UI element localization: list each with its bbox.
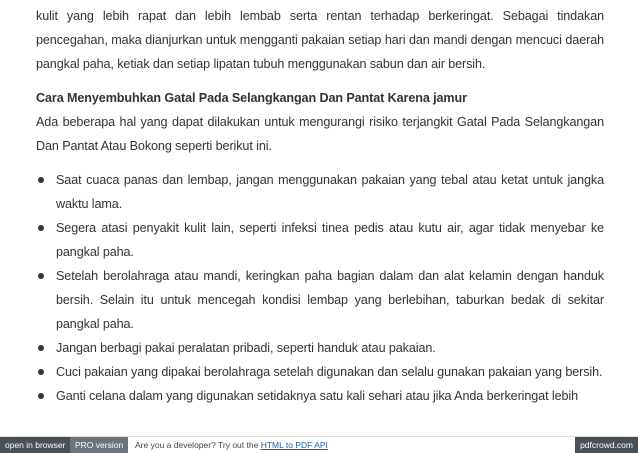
paragraph-intro: kulit yang lebih rapat dan lebih lembab serta rentan terhadap berkeringat. Sebagai tindakan pencegahan, maka dianjurkan untuk mengganti pakaian setiap hari dan mandi dengan mencuci daerah pangkal paha, ketiak dan setiap lipatan tubuh menggunakan sabun dan air bersih. (36, 9, 604, 71)
developer-promo-text: Are you a developer? Try out the (135, 440, 261, 450)
list-item (36, 264, 604, 336)
pdfcrowd-footer (0, 436, 638, 453)
pdfcrowd-brand-link[interactable]: pdfcrowd.com (575, 437, 638, 453)
list-item (36, 360, 604, 384)
list-item-text: Cuci pakaian yang dipakai berolahraga setelah digunakan dan selalu gunakan pakaian yang bersih. (56, 365, 603, 379)
list-item-text: Setelah berolahraga atau mandi, keringkan paha bagian dalam dan alat kelamin dengan handuk bersih. Selain itu untuk mencegah kondisi lembap yang berlebihan, taburkan bedak di sekitar pangkal paha. (56, 269, 604, 331)
developer-promo (135, 437, 328, 453)
pro-version-button[interactable]: PRO version (70, 437, 128, 453)
bullet-icon (38, 177, 44, 183)
bullet-icon (38, 225, 44, 231)
list-item-text: Saat cuaca panas dan lembap, jangan menggunakan pakaian yang tebal atau ketat untuk jangka waktu lama. (56, 173, 604, 211)
html-to-pdf-api-link[interactable]: HTML to PDF API (260, 440, 328, 450)
list-item (36, 336, 604, 360)
list-item (36, 168, 604, 216)
prevention-list (36, 168, 604, 408)
section-heading: Cara Menyembuhkan Gatal Pada Selangkangan Dan Pantat Karena jamur (36, 91, 467, 105)
paragraph-lead: Ada beberapa hal yang dapat dilakukan untuk mengurangi risiko terjangkit Gatal Pada Selangkangan Dan Pantat Atau Bokong seperti berikut ini. (36, 115, 604, 153)
list-item-text: Ganti celana dalam yang digunakan setidaknya satu kali sehari atau jika Anda berkeringat lebih (56, 389, 578, 403)
list-item-text: Segera atasi penyakit kulit lain, seperti infeksi tinea pedis atau kutu air, agar tidak menyebar ke pangkal paha. (56, 221, 604, 259)
bullet-icon (38, 345, 44, 351)
bullet-icon (38, 369, 44, 375)
bullet-icon (38, 393, 44, 399)
article-content (36, 4, 604, 408)
list-item (36, 384, 604, 408)
open-in-browser-button[interactable]: open in browser (0, 437, 70, 453)
list-item-text: Jangan berbagi pakai peralatan pribadi, seperti handuk atau pakaian. (56, 341, 436, 355)
bullet-icon (38, 273, 44, 279)
list-item (36, 216, 604, 264)
